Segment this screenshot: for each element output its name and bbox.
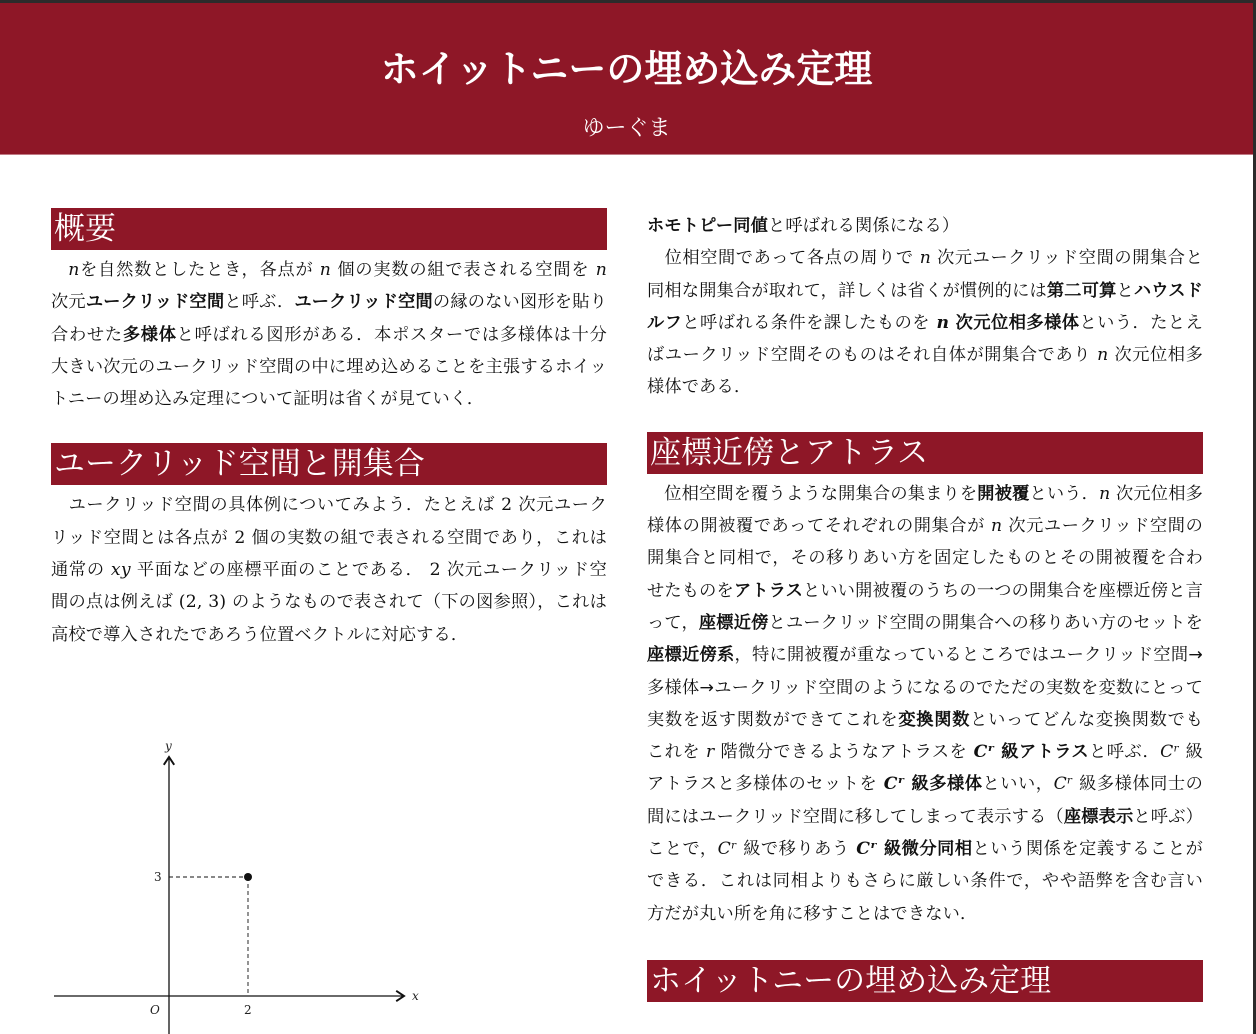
x-axis-label: x	[412, 989, 419, 1003]
left-column	[51, 208, 607, 651]
continued-paragraph-2: 位相空間であって各点の周りで n 次元ユークリッド空間の開集合と同相な開集合が取れて，詳しくは省くが慣例的には第二可算とハウスドルフと呼ばれる条件を課したものを n 次元位相多様体という．たとえばユークリッド空間そのものはそれ自体が開集合であり n 次元位相多様体である．	[647, 248, 1203, 398]
poster-title: ホイットニーの埋め込み定理	[380, 47, 873, 91]
y-tick-label: 3	[154, 870, 162, 884]
section-heading-euclid: ユークリッド空間と開集合	[51, 443, 607, 485]
poster-header	[0, 3, 1253, 155]
overview-paragraph: nを自然数としたとき，各点が n 個の実数の組で表される空間を n 次元ユークリッド空間と呼ぶ．ユークリッド空間の縁のない図形を貼り合わせた多様体と呼ばれる図形がある．本ポスターでは多様体は十分大きい次元のユークリッド空間の中に埋め込めることを主張するホイットニーの埋め込み定理について証明は省くが見ていく．	[51, 260, 607, 410]
section-heading-atlas: 座標近傍とアトラス	[647, 432, 1203, 474]
coordinate-plane-figure	[52, 735, 432, 1034]
point-2-3	[244, 873, 252, 881]
atlas-paragraph: 位相空間を覆うような開集合の集まりを開被覆という．n 次元位相多様体の開被覆であってそれぞれの開集合が n 次元ユークリッド空間の開集合と同相で，その移りあい方を固定したものとその開被覆を合わせたものをアトラスといい開被覆のうちの一つの開集合を座標近傍と言って，座標近傍とユークリッド空間の開集合への移りあい方のセットを座標近傍系，特に開被覆が重なっているところではユークリッド空間→多様体→ユークリッド空間のようになるのでただの実数を変数にとって実数を返す関数ができてこれを変換関数といってどんな変換関数でもこれを r 階微分できるようなアトラスを Cʳ 級アトラスと呼ぶ．Cʳ 級アトラスと多様体のセットを Cʳ 級多様体といい，Cʳ 級多様体同士の間にはユークリッド空間に移してしまって表示する（座標表示と呼ぶ）ことで，Cʳ 級で移りあう Cʳ 級微分同相という関係を定義することができる．これは同相よりもさらに厳しい条件で，やや語弊を含む言い方だが丸い所を角に移すことはできない．	[647, 483, 1203, 924]
right-column	[647, 208, 1203, 1002]
poster-author: ゆーぐま	[582, 116, 671, 141]
y-axis-label: y	[165, 739, 172, 753]
continued-paragraph-1: ホモトピー同値と呼ばれる関係になる）	[647, 216, 960, 236]
section-heading-overview: 概要	[51, 208, 607, 250]
euclid-paragraph: ユークリッド空間の具体例についてみよう．たとえば 2 次元ユークリッド空間とは各点が 2 個の実数の組で表される空間であり，これは通常の xy 平面などの座標平面のことである． 2 次元ユークリッド空間の点は例えば (2, 3) のようなもので表されて（下の図参照），これは高校で導入されたであろう位置ベクトルに対応する．	[51, 495, 607, 645]
x-tick-label: 2	[244, 1003, 252, 1017]
origin-label: O	[150, 1003, 160, 1017]
section-heading-whitney: ホイットニーの埋め込み定理	[647, 960, 1203, 1002]
coordinate-plane-svg	[52, 735, 432, 1034]
